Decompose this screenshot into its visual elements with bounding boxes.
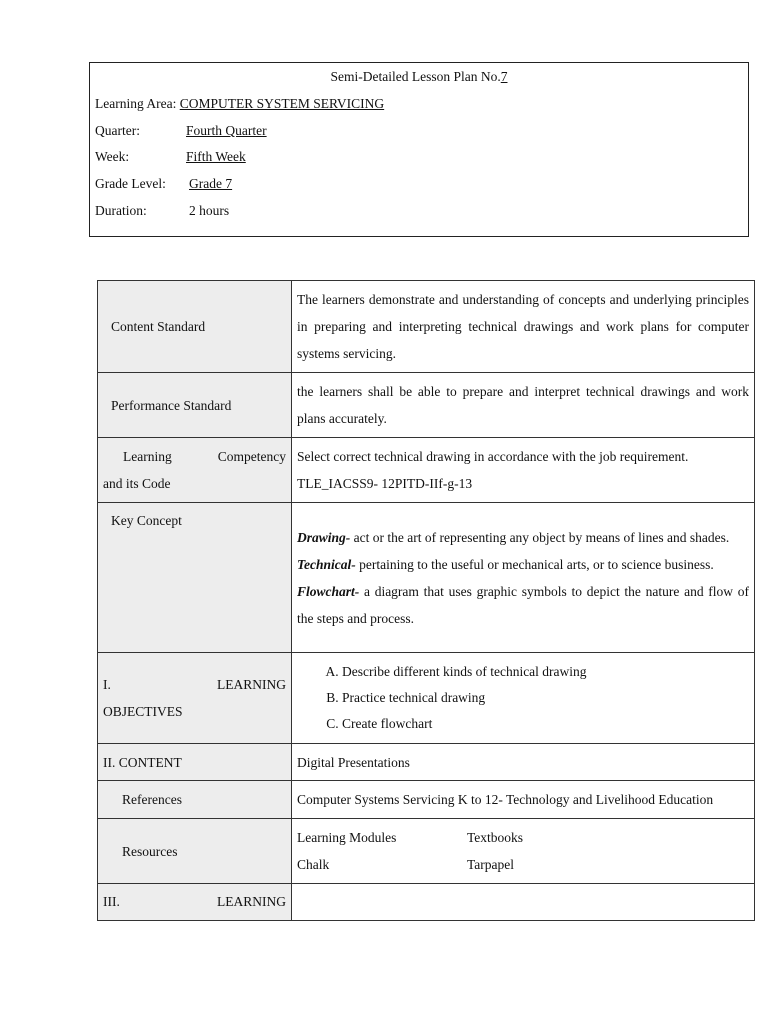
content-standard-value: The learners demonstrate and understanding of concepts and underlying principles in preparing and interpreting technical drawings and work plans for computer systems servicing. xyxy=(292,281,755,373)
learning-competency-text: Select correct technical drawing in accordance with the job requirement. xyxy=(297,449,689,464)
week-label: Week: xyxy=(95,149,130,164)
learning-competency-value xyxy=(292,438,755,503)
key-concept-label: Key Concept xyxy=(98,503,292,653)
resources-value xyxy=(292,819,755,884)
content-value: Digital Presentations xyxy=(292,744,755,781)
flowchart-term: Flowchart- xyxy=(297,583,360,599)
key-concept-flowchart xyxy=(297,578,749,632)
quarter-value: Fourth Quarter xyxy=(186,123,267,138)
resource-item: Tarpapel xyxy=(467,857,515,872)
title-prefix: Semi-Detailed Lesson Plan No. xyxy=(330,69,501,84)
references-value: Computer Systems Servicing K to 12- Technology and Livelihood Education xyxy=(292,781,755,819)
learning-area-value: COMPUTER SYSTEM SERVICING xyxy=(179,96,385,111)
content-row xyxy=(98,744,755,781)
resource-item: Chalk xyxy=(297,857,330,872)
week-value: Fifth Week xyxy=(186,149,246,164)
objectives-list xyxy=(297,659,749,737)
flowchart-definition: a diagram that uses graphic symbols to depict the nature and flow of the steps and process. xyxy=(297,583,749,626)
content-label: II. CONTENT xyxy=(98,744,292,781)
objective-item: A. Describe different kinds of technical drawing xyxy=(342,659,749,685)
performance-standard-label: Performance Standard xyxy=(98,373,292,438)
header-title xyxy=(90,69,748,85)
drawing-term: Drawing- xyxy=(297,529,351,545)
learning-competency-code: TLE_IACSS9- 12PITD-IIf-g-13 xyxy=(297,476,473,491)
resources-grid xyxy=(297,824,749,878)
content-standard-label: Content Standard xyxy=(98,281,292,373)
learning-competency-label-line2: and its Code xyxy=(103,476,171,491)
duration-label: Duration: xyxy=(95,203,147,218)
key-concept-row xyxy=(98,503,755,653)
quarter-label: Quarter: xyxy=(95,123,140,138)
technical-term: Technical- xyxy=(297,556,356,572)
learning-objectives-row xyxy=(98,653,755,744)
learning-objectives-value xyxy=(292,653,755,744)
learning-section-label: III. LEARNING xyxy=(98,884,292,921)
lesson-plan-header xyxy=(89,62,749,237)
plan-number: 7 xyxy=(500,69,508,84)
resource-item: Textbooks xyxy=(467,830,524,845)
duration-value: 2 hours xyxy=(189,203,230,218)
drawing-definition: act or the art of representing any object by means of lines and shades. xyxy=(350,529,730,545)
learning-competency-label-line1: Learning Competency xyxy=(123,449,286,464)
content-standard-row xyxy=(98,281,755,373)
resource-item: Learning Modules xyxy=(297,830,397,845)
key-concept-value xyxy=(292,503,755,653)
key-concept-technical xyxy=(297,551,749,578)
objective-item: C. Create flowchart xyxy=(342,711,749,737)
lesson-plan-table xyxy=(97,280,755,921)
performance-standard-value: the learners shall be able to prepare and interpret technical drawings and work plans accurately. xyxy=(292,373,755,438)
learning-objectives-label-line2: OBJECTIVES xyxy=(103,704,183,719)
learning-area-row xyxy=(95,96,384,112)
grade-level-value: Grade 7 xyxy=(189,176,233,191)
references-label: References xyxy=(98,781,292,819)
performance-standard-row xyxy=(98,373,755,438)
learning-objectives-label xyxy=(98,653,292,744)
references-row xyxy=(98,781,755,819)
learning-competency-row xyxy=(98,438,755,503)
resources-label: Resources xyxy=(98,819,292,884)
learning-section-value xyxy=(292,884,755,921)
resources-row xyxy=(98,819,755,884)
objective-item: B. Practice technical drawing xyxy=(342,685,749,711)
learning-competency-label xyxy=(98,438,292,503)
learning-section-row xyxy=(98,884,755,921)
technical-definition: pertaining to the useful or mechanical arts, or to science business. xyxy=(355,556,714,572)
key-concept-drawing xyxy=(297,524,749,551)
grade-level-label: Grade Level: xyxy=(95,176,166,191)
learning-area-label: Learning Area: xyxy=(95,96,177,111)
learning-objectives-label-line1: I. LEARNING xyxy=(103,677,286,692)
